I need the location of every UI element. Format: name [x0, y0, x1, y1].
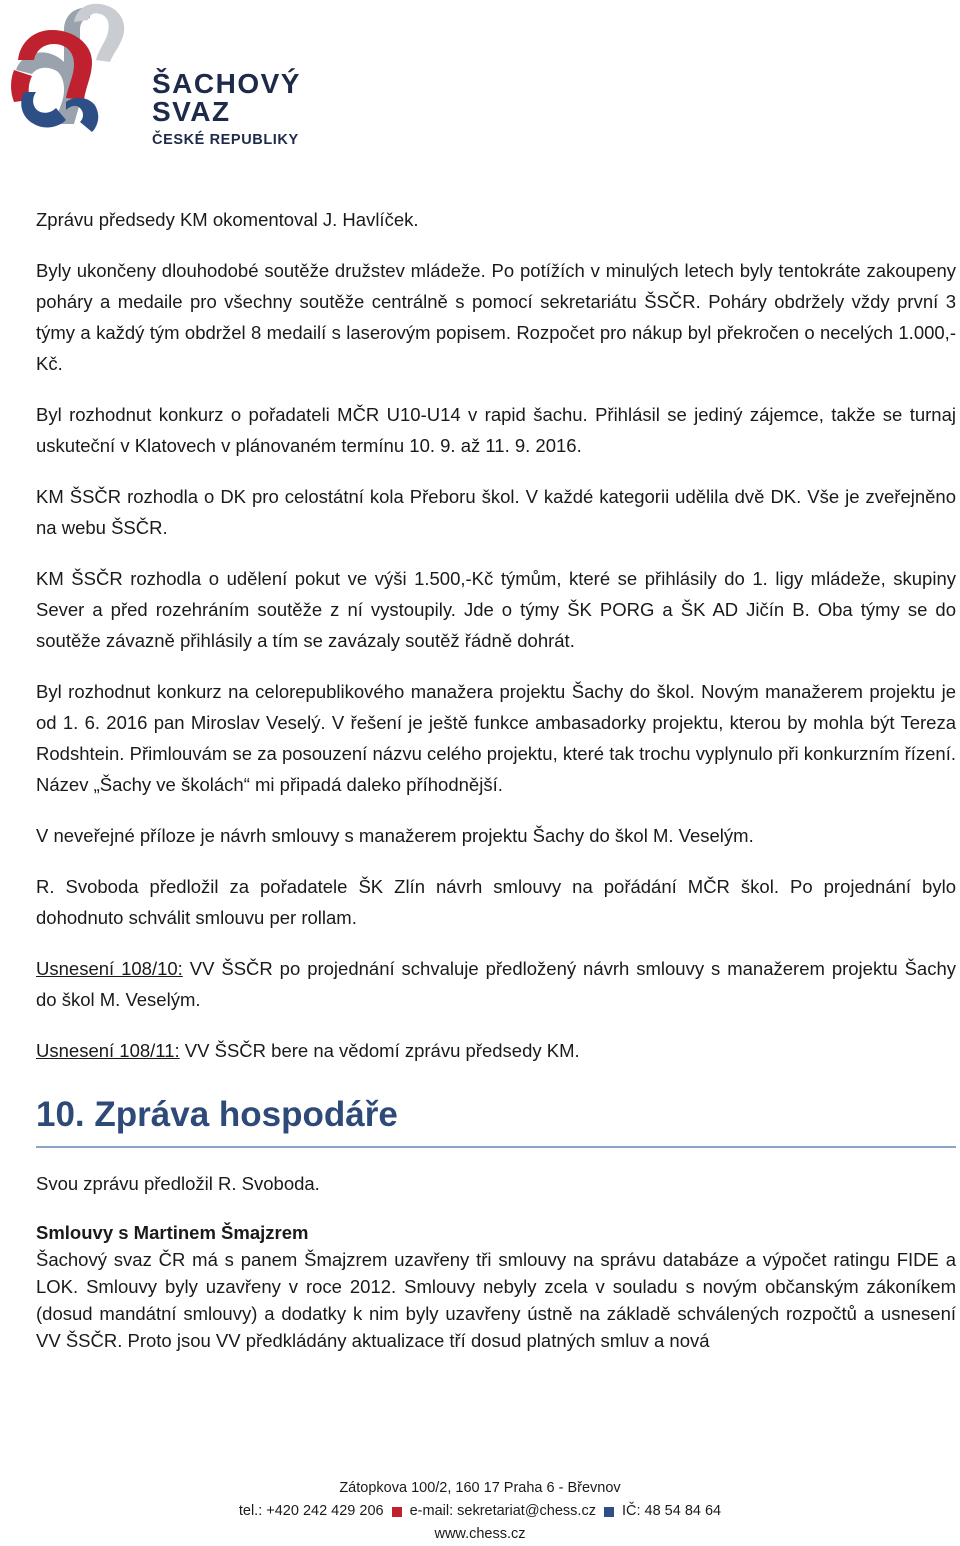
subsection-title: Smlouvy s Martinem Šmajzrem	[36, 1222, 309, 1243]
footer-web: www.chess.cz	[434, 1526, 526, 1542]
resolution-text: VV ŠSČR po projednání schvaluje předložený návrh smlouvy s manažerem projektu Šachy do škol M. Veselým.	[36, 958, 956, 1010]
heading-divider	[36, 1146, 956, 1148]
footer-phone: tel.: +420 242 429 206	[238, 1503, 384, 1519]
logo-line-1: ŠACHOVÝ	[152, 68, 301, 99]
paragraph-school-championship: KM ŠSČR rozhodla o DK pro celostátní kola Přeboru škol. V každé kategorii udělila dvě DK. Vše je zveřejněno na webu ŠSČR.	[36, 486, 956, 538]
logo-line-2: SVAZ	[152, 96, 231, 127]
resolution-108-10	[36, 953, 956, 1015]
resolution-text: VV ŠSČR bere na vědomí zprávu předsedy KM.	[179, 1040, 580, 1061]
resolution-108-11	[36, 1035, 956, 1066]
paragraph-fines: KM ŠSČR rozhodla o udělení pokut ve výši 1.500,-Kč týmům, které se přihlásily do 1. ligy mládeže, skupiny Sever a před rozehráním soutěže z ní vystoupily. Jde o týmy ŠK PORG a ŠK AD Jičín B. Oba týmy se do soutěže závazně přihlásily a tím se zavázaly soutěž řádně dohrát.	[36, 568, 956, 651]
paragraph-contract-attachment: V neveřejné příloze je návrh smlouvy s manažerem projektu Šachy do škol M. Veselým.	[36, 825, 754, 846]
logo-line-3: ČESKÉ REPUBLIKY	[152, 132, 299, 148]
logo-wordmark	[152, 70, 301, 150]
paragraph-youth-competitions: Byly ukončeny dlouhodobé soutěže družstev mládeže. Po potížích v minulých letech byly tentokráte zakoupeny poháry a medaile pro všechny soutěže centrálně s pomocí sekretariátu ŠSČR. Poháry obdržely vždy první 3 týmy a každý tým obdržel 8 medailí s laserovým popisem. Rozpočet pro nákup byl překročen o necelých 1.000,-Kč.	[36, 260, 956, 374]
chess-knight-logo-icon	[4, 0, 154, 150]
footer-ic: IČ: 48 54 84 64	[621, 1503, 722, 1519]
resolution-label: Usnesení 108/10:	[36, 958, 183, 979]
paragraph-zlin-contract: R. Svoboda předložil za pořadatele ŠK Zlín návrh smlouvy na pořádání MČR škol. Po projednání bylo dohodnuto schválit smlouvu per rollam.	[36, 876, 956, 928]
blue-square-icon	[604, 1507, 614, 1517]
paragraph-rapid-championship: Byl rozhodnut konkurz o pořadateli MČR U10-U14 v rapid šachu. Přihlásil se jediný zájemce, takže se turnaj uskuteční v Klatovech v plánovaném termínu 10. 9. až 11. 9. 2016.	[36, 404, 956, 456]
page-footer	[0, 1477, 960, 1546]
paragraph-project-manager: Byl rozhodnut konkurz na celorepublikového manažera projektu Šachy do škol. Novým manažerem projektu je od 1. 6. 2016 pan Miroslav Veselý. V řešení je ještě funkce ambasadorky projektu, kterou by mohla být Tereza Rodshtein. Přimlouvám se za posouzení názvu celého projektu, které tak trochu vyplynulo při konkurzním řízení. Název „Šachy ve školách“ mi připadá daleko příhodnější.	[36, 681, 956, 795]
section-intro: Svou zprávu předložil R. Svoboda.	[36, 1173, 320, 1194]
footer-contacts	[0, 1500, 960, 1523]
footer-email: e-mail: sekretariat@chess.cz	[409, 1503, 596, 1519]
paragraph-km-comment: Zprávu předsedy KM okomentoval J. Havlíček.	[36, 209, 419, 230]
document-body	[36, 204, 956, 1374]
red-square-icon	[392, 1507, 402, 1517]
subsection-body: Šachový svaz ČR má s panem Šmajzrem uzavřeny tři smlouvy na správu databáze a výpočet ratingu FIDE a LOK. Smlouvy byly uzavřeny v roce 2012. Smlouvy nebyly zcela v souladu s novým občanským zákoníkem (dosud mandátní smlouvy) a dodatky k nim byly uzavřeny ústně na základě schválených rozpočtů a usnesení VV ŠSČR. Proto jsou VV předkládány aktualizace tří dosud platných smluv a nová	[36, 1249, 956, 1351]
resolution-label: Usnesení 108/11:	[36, 1040, 180, 1061]
section-heading: 10. Zpráva hospodáře	[36, 1095, 398, 1134]
logo	[4, 0, 304, 150]
footer-address: Zátopkova 100/2, 160 17 Praha 6 - Břevnov	[339, 1480, 621, 1496]
